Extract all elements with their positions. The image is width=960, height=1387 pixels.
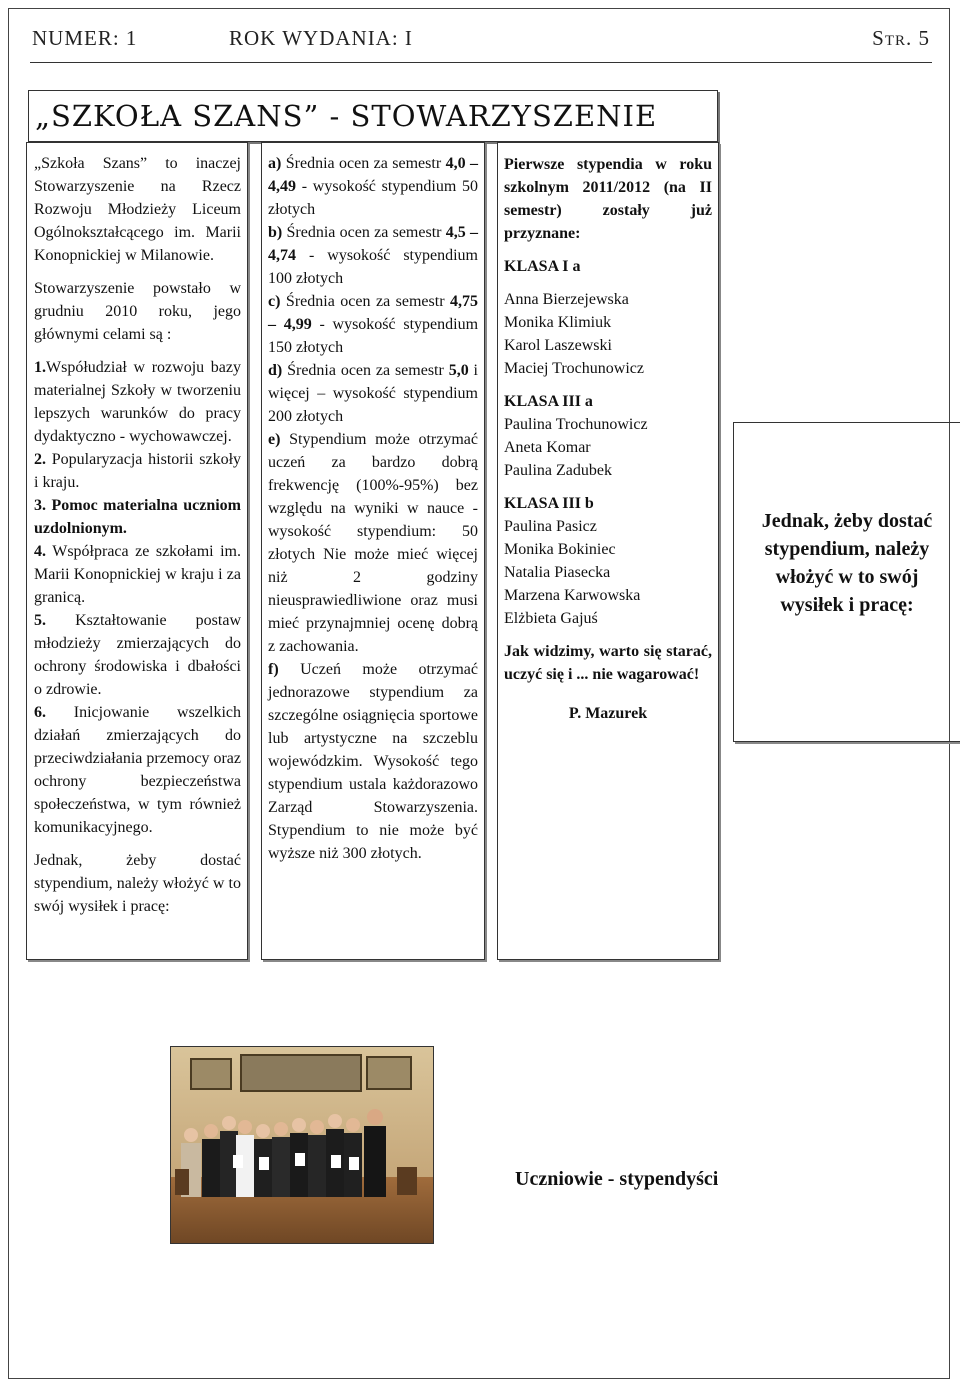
article-title-box — [28, 90, 718, 142]
pull-quote-box — [733, 422, 960, 742]
about-founded: Stowarzyszenie powstało w grudniu 2010 roku, jego głównymi celami są : — [34, 280, 241, 343]
article-title: „SZKOŁA SZANS” - STOWARZYSZENIE — [35, 99, 658, 133]
about-closing: Jednak, żeby dostać stypendium, należy włożyć w to swój wysiłek i pracę: — [34, 852, 241, 915]
student-name: Marzena Karwowska — [504, 587, 641, 604]
publication-year: ROK WYDANIA: I — [229, 26, 413, 50]
criterion-e: e) Stypendium może otrzymać uczeń za bardzo dobrą frekwencję (100%-95%) bez względu na wyniki w nauce - wysokość stypendium: 50 złotych Nie może mieć więcej niż 2 godziny nieusprawiedliwione oraz musi mieć przynajmniej ocenę dobrą z zachowania. — [268, 431, 478, 655]
criterion-f: f) Uczeń może otrzymać jednorazowe stypendium za szczególne osiągnięcia sportowe lub artystyczne na szczeblu wojewódzkim. Wysokość tego stypendium ustala każdorazowo Zarząd Stowarzyszenia. Stypendium to nie może być wyższe niż 300 złotych. — [268, 661, 478, 862]
criterion-d: d) Średnia ocen za semestr 5,0 i więcej – wysokość stypendium 200 złotych — [268, 362, 478, 425]
column-recipients — [497, 142, 719, 960]
about-intro: „Szkoła Szans” to inaczej Stowarzyszenie na Rzecz Rozwoju Młodzieży Liceum Ogólnokształcącego im. Marii Konopnickiej w Milanowie. — [34, 155, 241, 264]
column-about — [26, 142, 248, 960]
goal-1: 1.Współudział w rozwoju bazy materialnej Szkoły w tworzeniu lepszych warunków do pracy dydaktyczno - wychowawczej. — [34, 359, 241, 445]
pull-quote: Jednak, żeby dostać stypendium, należy włożyć w to swój wysiłek i pracę: — [761, 510, 933, 616]
criterion-c: c) Średnia ocen za semestr 4,75 – 4,99 - wysokość stypendium 150 złotych — [268, 293, 479, 356]
student-name: Anna Bierzejewska — [504, 291, 629, 308]
issue-number: NUMER: 1 — [32, 26, 138, 50]
student-name: Aneta Komar — [504, 439, 591, 456]
student-name: Paulina Zadubek — [504, 462, 612, 479]
page-header — [32, 22, 930, 54]
student-name: Elżbieta Gajuś — [504, 610, 598, 627]
group-photo — [170, 1046, 434, 1244]
criterion-b: b) Średnia ocen za semestr 4,5 – 4,74 - wysokość stypendium 100 złotych — [268, 224, 479, 287]
header-divider — [30, 62, 932, 63]
student-name: Monika Klimiuk — [504, 314, 612, 331]
recipients-outro: Jak widzimy, warto się starać, uczyć się i ... nie wagarować! — [504, 643, 712, 683]
column-criteria — [261, 142, 485, 960]
student-name: Paulina Trochunowicz — [504, 416, 648, 433]
goal-5: 5. Kształtowanie postaw młodzieży zmierzających do ochrony środowiska i dbałości o zdrowie. — [34, 612, 241, 698]
student-name: Monika Bokiniec — [504, 541, 616, 558]
student-name: Natalia Piasecka — [504, 564, 611, 581]
page-number: Str. 5 — [872, 26, 930, 50]
student-name: Maciej Trochunowicz — [504, 360, 644, 377]
recipients-intro: Pierwsze stypendia w roku szkolnym 2011/2012 (na II semestr) zostały już przyznane: — [504, 156, 712, 242]
article-author: P. Mazurek — [568, 705, 648, 722]
goal-6: 6. Inicjowanie wszelkich działań zmierzających do przeciwdziałania przemocy oraz ochrony bezpieczeństwa społeczeństwa, w tym również komunikacyjnego. — [34, 704, 241, 836]
student-name: Paulina Pasicz — [504, 518, 597, 535]
photo-illustration — [171, 1047, 434, 1244]
class-3b-heading: KLASA III b — [504, 495, 594, 512]
class-1a-heading: KLASA I a — [504, 258, 581, 275]
student-name: Karol Laszewski — [504, 337, 612, 354]
goal-3: 3. Pomoc materialna uczniom uzdolnionym. — [34, 497, 242, 537]
goal-4: 4. Współpraca ze szkołami im. Marii Konopnickiej w kraju i za granicą. — [34, 543, 241, 606]
criterion-a: a) Średnia ocen za semestr 4,0 – 4,49 - wysokość stypendium 50 złotych — [268, 155, 479, 218]
goal-2: 2. Popularyzacja historii szkoły i kraju. — [34, 451, 242, 491]
class-3a-heading: KLASA III a — [504, 393, 593, 410]
photo-caption: Uczniowie - stypendyści — [515, 1168, 719, 1190]
